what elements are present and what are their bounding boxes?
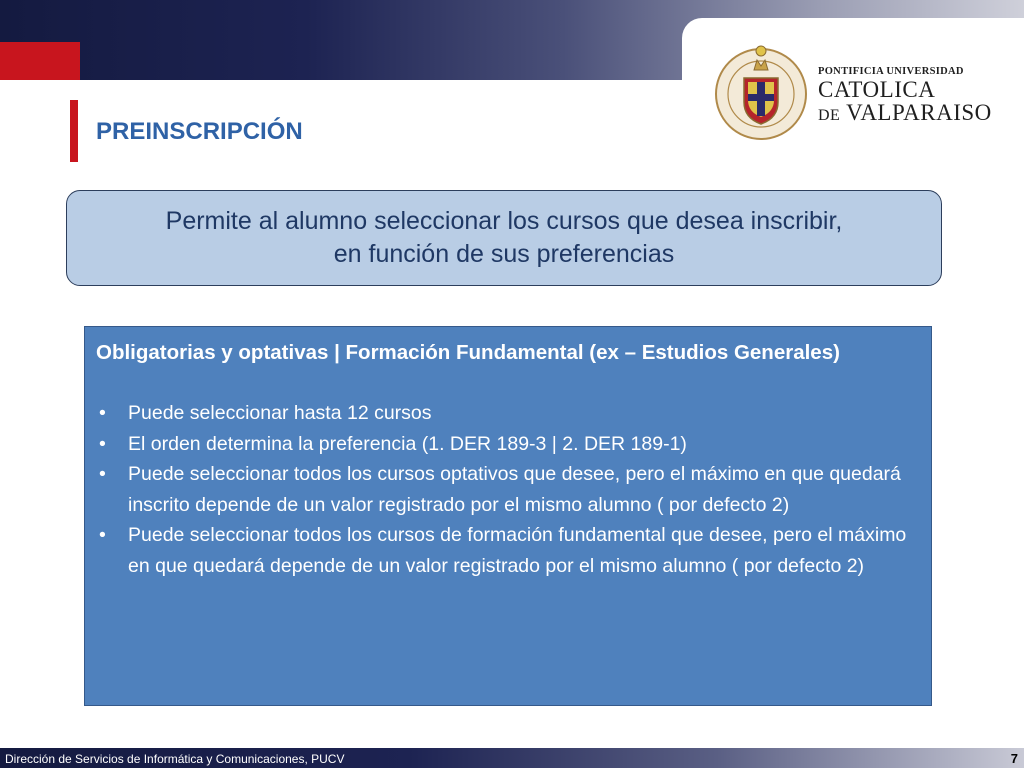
title-accent-bar bbox=[70, 100, 78, 162]
header-red-accent bbox=[0, 42, 80, 80]
page-title: PREINSCRIPCIÓN bbox=[96, 118, 303, 145]
bullet-item: • Puede seleccionar hasta 12 cursos bbox=[96, 398, 911, 429]
logo-line-2: CATOLICA bbox=[818, 77, 936, 102]
university-seal-icon bbox=[713, 38, 809, 142]
footer-text: Dirección de Servicios de Informática y Comunicaciones, PUCV bbox=[5, 752, 345, 766]
content-heading: Obligatorias y optativas | Formación Fundamental (ex – Estudios Generales) bbox=[96, 341, 840, 364]
bullet-list bbox=[96, 398, 911, 581]
footer-bar bbox=[0, 748, 1024, 768]
bullet-item: • Puede seleccionar todos los cursos optativos que desee, pero el máximo en que quedará inscrito depende de un valor registrado por el mismo alumno ( por defecto 2) bbox=[96, 459, 911, 520]
intro-text bbox=[166, 205, 843, 271]
bullet-item: • El orden determina la preferencia (1. DER 189-3 | 2. DER 189-1) bbox=[96, 429, 911, 460]
logo-line-3 bbox=[818, 101, 992, 128]
logo-line-3-main: VALPARAISO bbox=[846, 100, 992, 125]
intro-callout bbox=[66, 190, 942, 286]
university-logo-text bbox=[818, 66, 992, 128]
page-number: 7 bbox=[1010, 751, 1018, 766]
bullet-item: • Puede seleccionar todos los cursos de formación fundamental que desee, pero el máximo en que quedará depende de un valor registrado por el mismo alumno ( por defecto 2) bbox=[96, 520, 911, 581]
logo-line-1: PONTIFICIA UNIVERSIDAD bbox=[818, 66, 964, 77]
intro-line-1: Permite al alumno seleccionar los cursos que desea inscribir, bbox=[165, 207, 843, 235]
intro-line-2: en función de sus preferencias bbox=[333, 240, 675, 268]
content-box bbox=[84, 326, 932, 706]
logo-line-3-prefix: DE bbox=[818, 107, 841, 124]
